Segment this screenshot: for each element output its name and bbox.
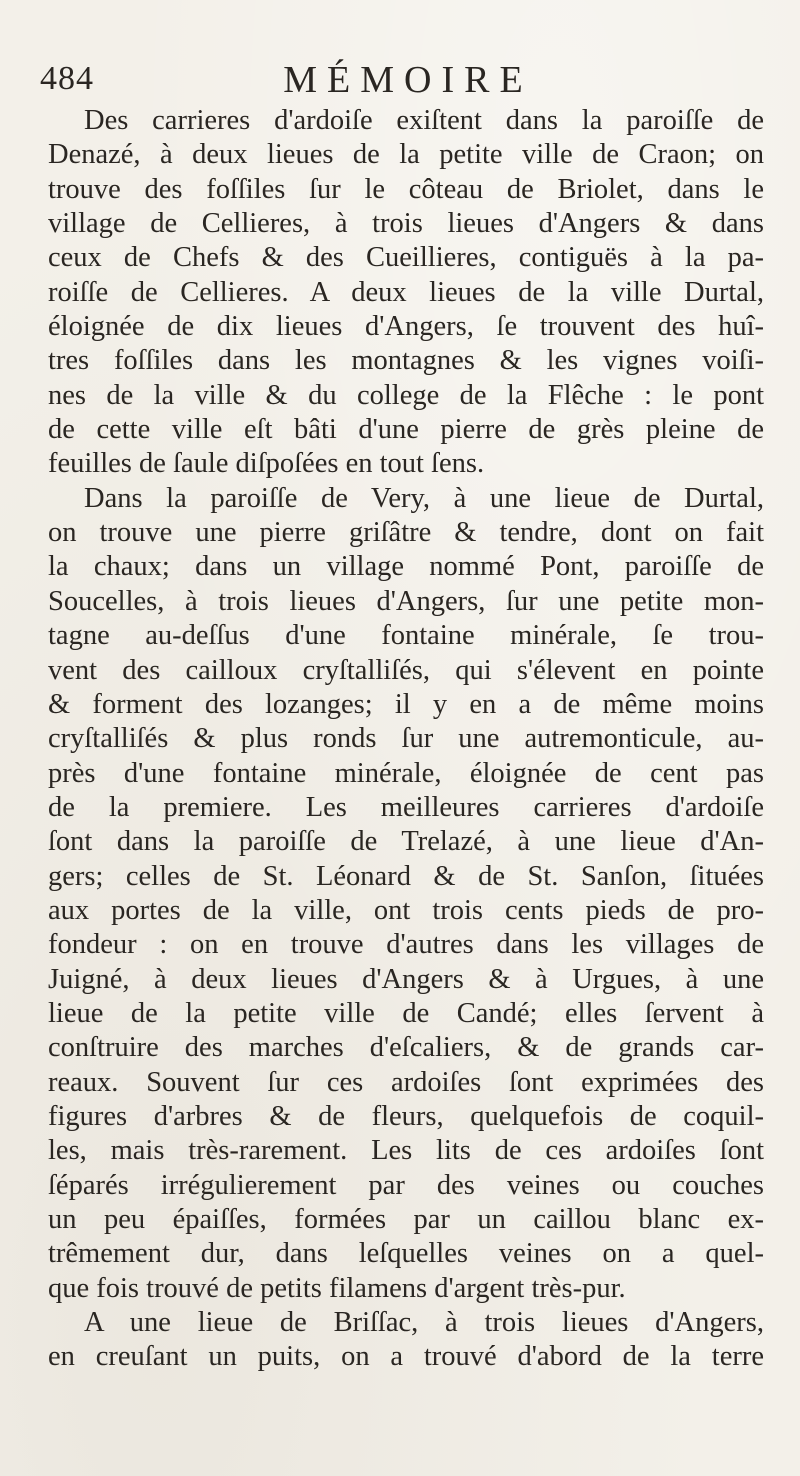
text-line: feuilles de ſaule diſpoſées en tout ſens.	[48, 448, 485, 480]
text-line: ceux de Chefs & des Cueillieres, contiguës à la pa-	[48, 242, 764, 274]
text-line: Des carrieres d'ardoiſe exiſtent dans la paroiſſe de	[84, 105, 764, 136]
text-line: en creuſant un puits, on a trouvé d'abord de la terre	[48, 1341, 764, 1373]
text-line: Soucelles, à trois lieues d'Angers, ſur une petite mon-	[48, 585, 764, 617]
page-header	[38, 54, 778, 104]
running-title: MÉMOIRE	[283, 59, 533, 101]
text-line: ſont dans la paroiſſe de Trelazé, à une lieue d'An-	[48, 826, 764, 858]
text-line: & forment des lozanges; il y en a de même moins	[48, 688, 764, 720]
text-line: les, mais très-rarement. Les lits de ces ardoiſes ſont	[48, 1135, 764, 1167]
text-line: on trouve une pierre griſâtre & tendre, dont on fait	[48, 517, 764, 549]
text-line: tagne au-deſſus d'une fontaine minérale, ſe trou-	[48, 620, 764, 652]
text-line: trêmement dur, dans leſquelles veines on a quel-	[48, 1238, 764, 1270]
text-line: cryſtalliſés & plus ronds ſur une autremonticule, au-	[48, 723, 764, 755]
text-line: roiſſe de Cellieres. A deux lieues de la ville Durtal,	[48, 276, 764, 308]
text-line: Dans la paroiſſe de Very, à une lieue de Durtal,	[84, 482, 764, 514]
text-line: Juigné, à deux lieues d'Angers & à Urgues, à une	[48, 963, 764, 995]
text-line: éloignée de dix lieues d'Angers, ſe trouvent des huî-	[48, 311, 764, 343]
text-line: de la premiere. Les meilleures carrieres d'ardoiſe	[48, 791, 764, 823]
text-line: la chaux; dans un village nommé Pont, paroiſſe de	[48, 551, 764, 583]
text-line: près d'une fontaine minérale, éloignée de cent pas	[48, 757, 764, 789]
body-text	[48, 104, 764, 1375]
text-line: aux portes de la ville, ont trois cents pieds de pro-	[48, 894, 764, 926]
text-line: tres foſſiles dans les montagnes & les vignes voiſi-	[48, 345, 764, 377]
text-line: de cette ville eſt bâti d'une pierre de grès pleine de	[48, 414, 764, 446]
text-line: gers; celles de St. Léonard & de St. Sanſon, ſituées	[48, 860, 764, 892]
text-line: conſtruire des marches d'eſcaliers, & de grands car-	[48, 1032, 764, 1064]
page-number: 484	[40, 60, 94, 97]
text-line: A une lieue de Briſſac, à trois lieues d'Angers,	[84, 1307, 764, 1339]
text-line: fondeur : on en trouve d'autres dans les villages de	[48, 929, 764, 961]
text-line: village de Cellieres, à trois lieues d'Angers & dans	[48, 208, 764, 240]
text-line: ſéparés irrégulierement par des veines ou couches	[48, 1169, 764, 1201]
text-line: que fois trouvé de petits filamens d'argent très-pur.	[48, 1272, 626, 1304]
text-line: nes de la ville & du college de la Flêche : le pont	[48, 379, 764, 411]
text-line: lieue de la petite ville de Candé; elles ſervent à	[48, 997, 764, 1029]
text-line: reaux. Souvent ſur ces ardoiſes ſont exprimées des	[48, 1066, 764, 1098]
text-line: figures d'arbres & de fleurs, quelquefois de coquil-	[48, 1100, 764, 1132]
text-line: vent des cailloux cryſtalliſés, qui s'élevent en pointe	[48, 654, 764, 686]
text-line: Denazé, à deux lieues de la petite ville de Craon; on	[48, 139, 764, 171]
text-line: un peu épaiſſes, formées par un caillou blanc ex-	[48, 1204, 764, 1235]
text-line: trouve des foſſiles ſur le côteau de Briolet, dans le	[48, 173, 764, 205]
